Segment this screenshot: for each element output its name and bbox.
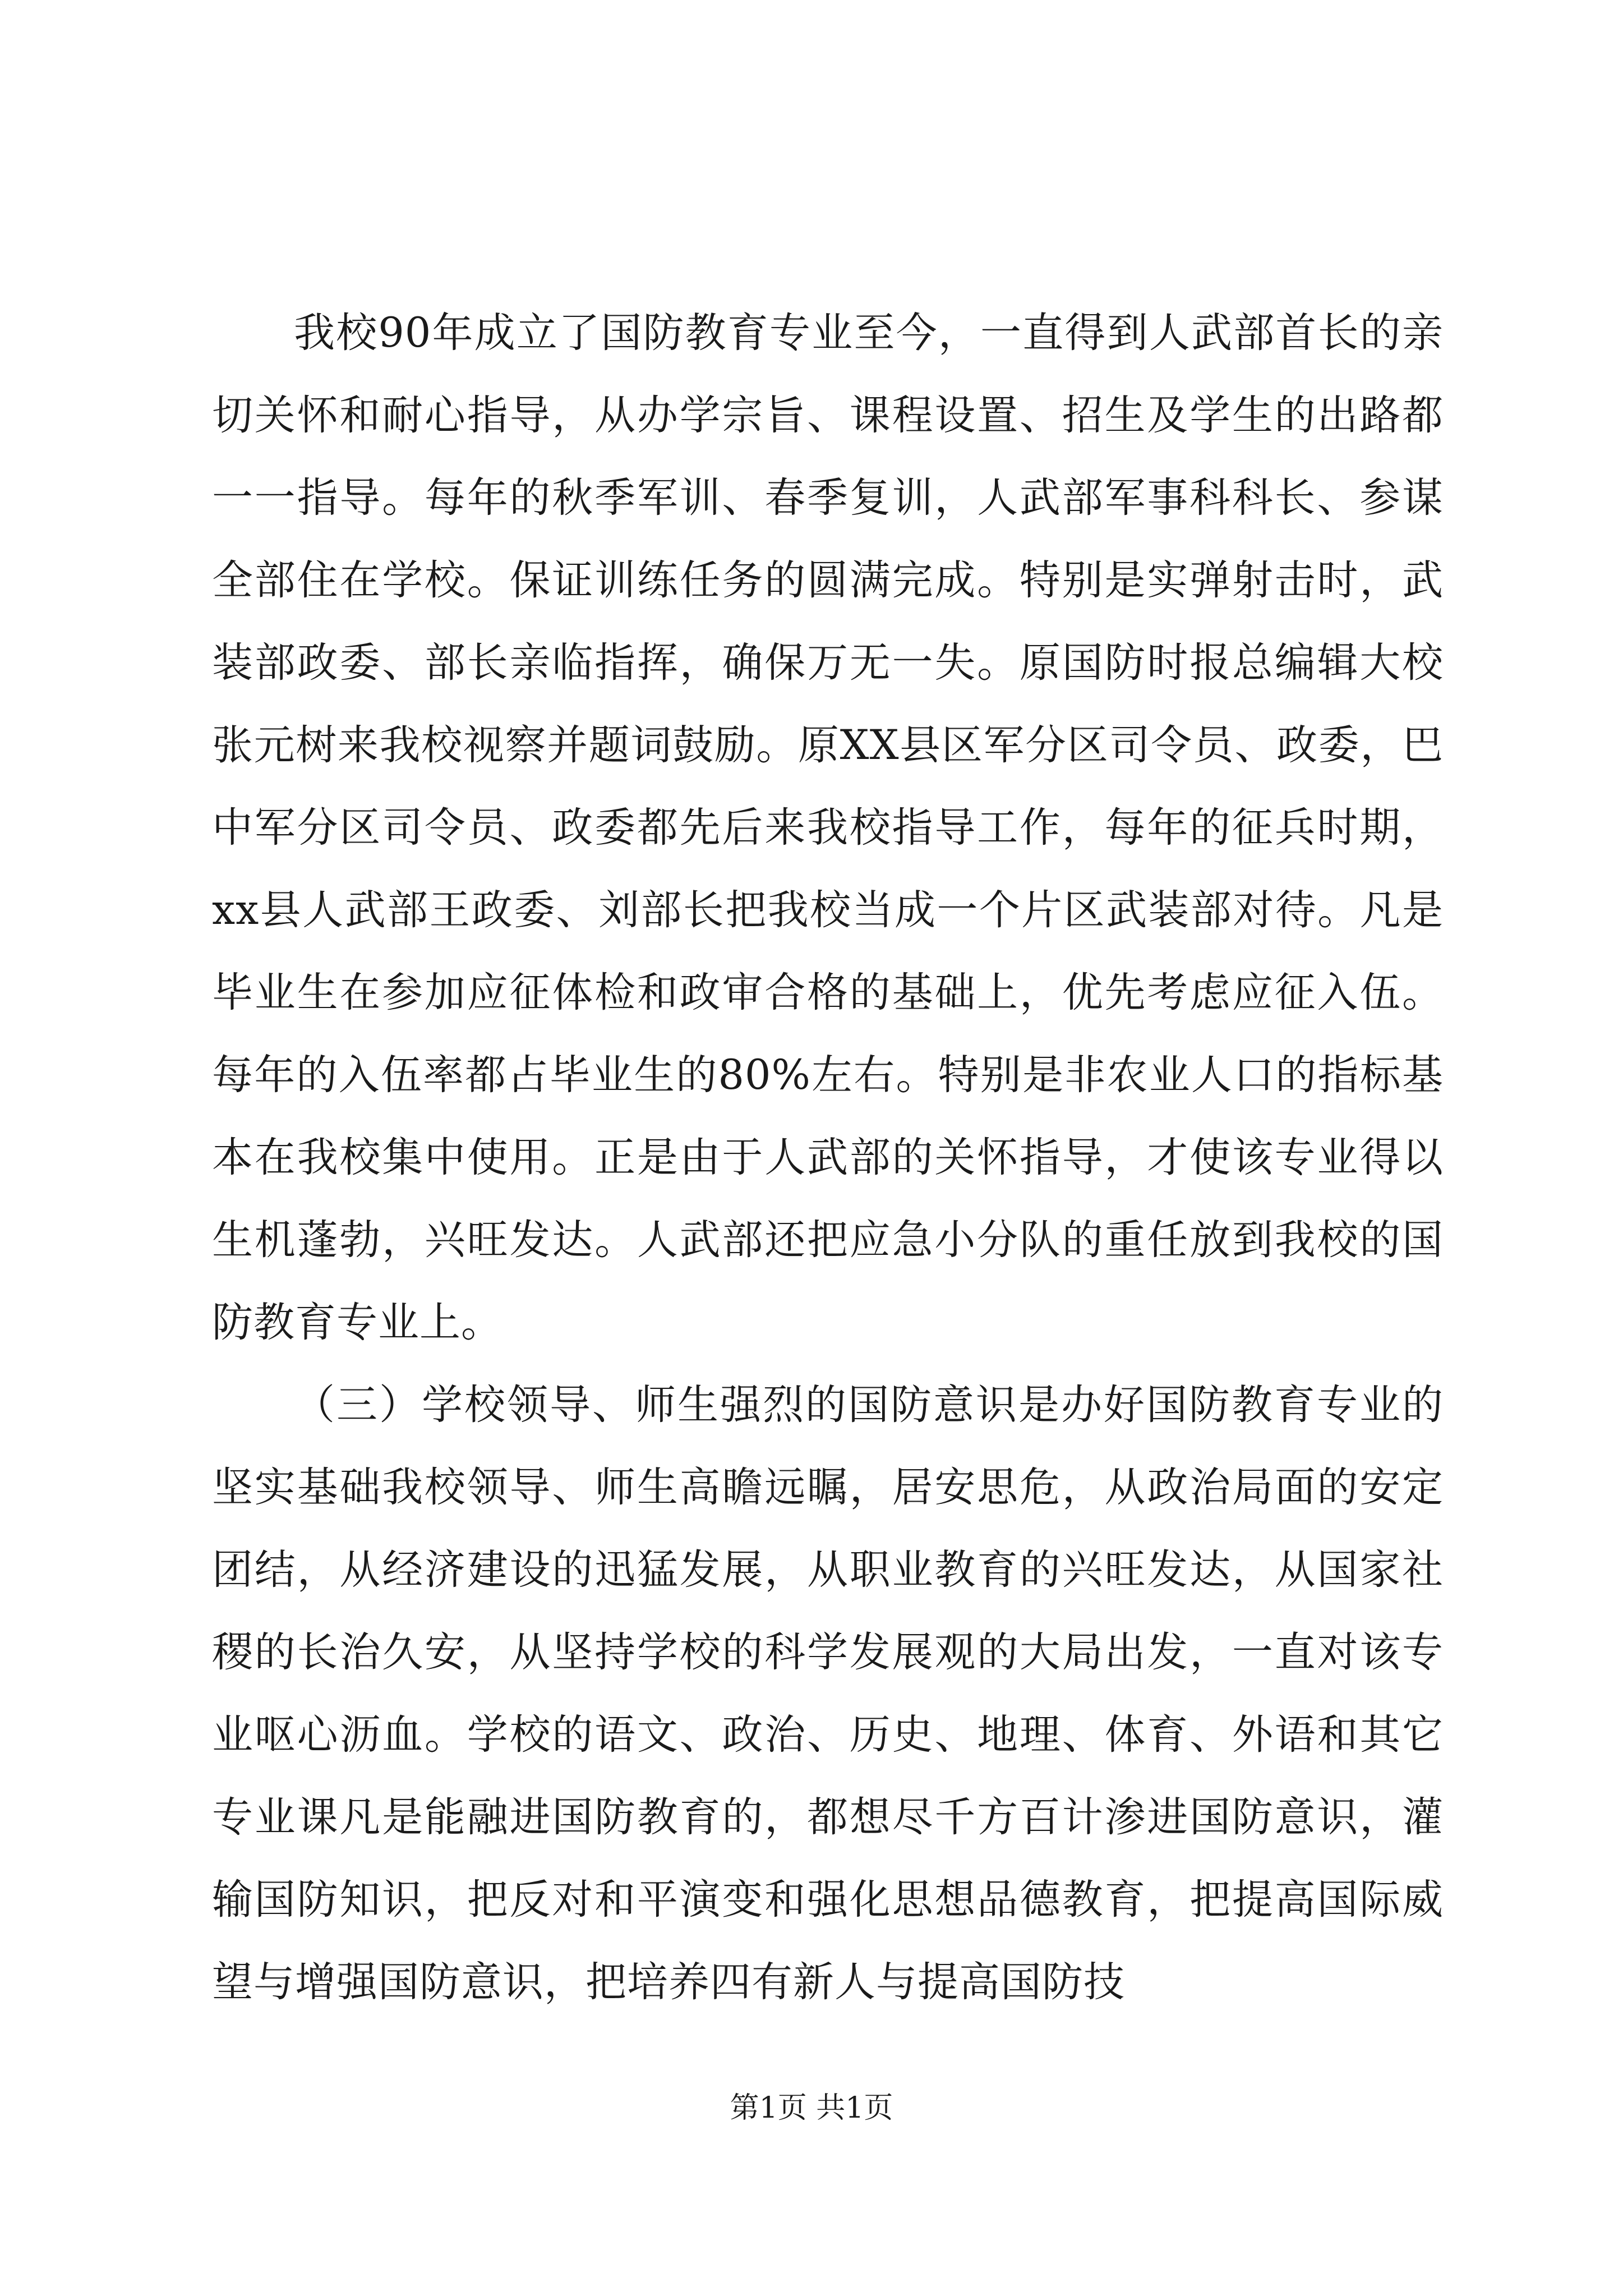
paragraph-1: 我校90年成立了国防教育专业至今，一直得到人武部首长的亲切关怀和耐心指导，从办学宗旨、课程设置、招生及学生的出路都一一指导。每年的秋季军训、春季复训，人武部军事科科长、参谋全部住在学校。保证训练任务的圆满完成。特别是实弹射击时，武装部政委、部长亲临指挥，确保万无一失。原国防时报总编辑大校张元树来我校视察并题词鼓励。原XX县区军分区司令员、政委，巴中军分区司令员、政委都先后来我校指导工作，每年的征兵时期，xx县人武部王政委、刘部长把我校当成一个片区武装部对待。凡是毕业生在参加应征体检和政审合格的基础上，优先考虑应征入伍。每年的入伍率都占毕业生的80%左右。特别是非农业人口的指标基本在我校集中使用。正是由于人武部的关怀指导，才使该专业得以生机蓬勃，兴旺发达。人武部还把应急小分队的重任放到我校的国防教育专业上。 [212,309,1444,1346]
paragraph-2: （三）学校领导、师生强烈的国防意识是办好国防教育专业的坚实基础我校领导、师生高瞻远瞩，居安思危，从政治局面的安定团结，从经济建设的迅猛发展，从职业教育的兴旺发达，从国家社稷的长治久安，从坚持学校的科学发展观的大局出发，一直对该专业呕心沥血。学校的语文、政治、历史、地理、体育、外语和其它专业课凡是能融进国防教育的，都想尽千方百计渗进国防意识，灌输国防知识，把反对和平演变和强化思想品德教育，把提高国际威望与增强国防意识，把培养四有新人与提高国防技 [212,1381,1444,2006]
page-footer: 第1页 共1页 [730,2091,893,2125]
document-body [212,292,1444,2023]
